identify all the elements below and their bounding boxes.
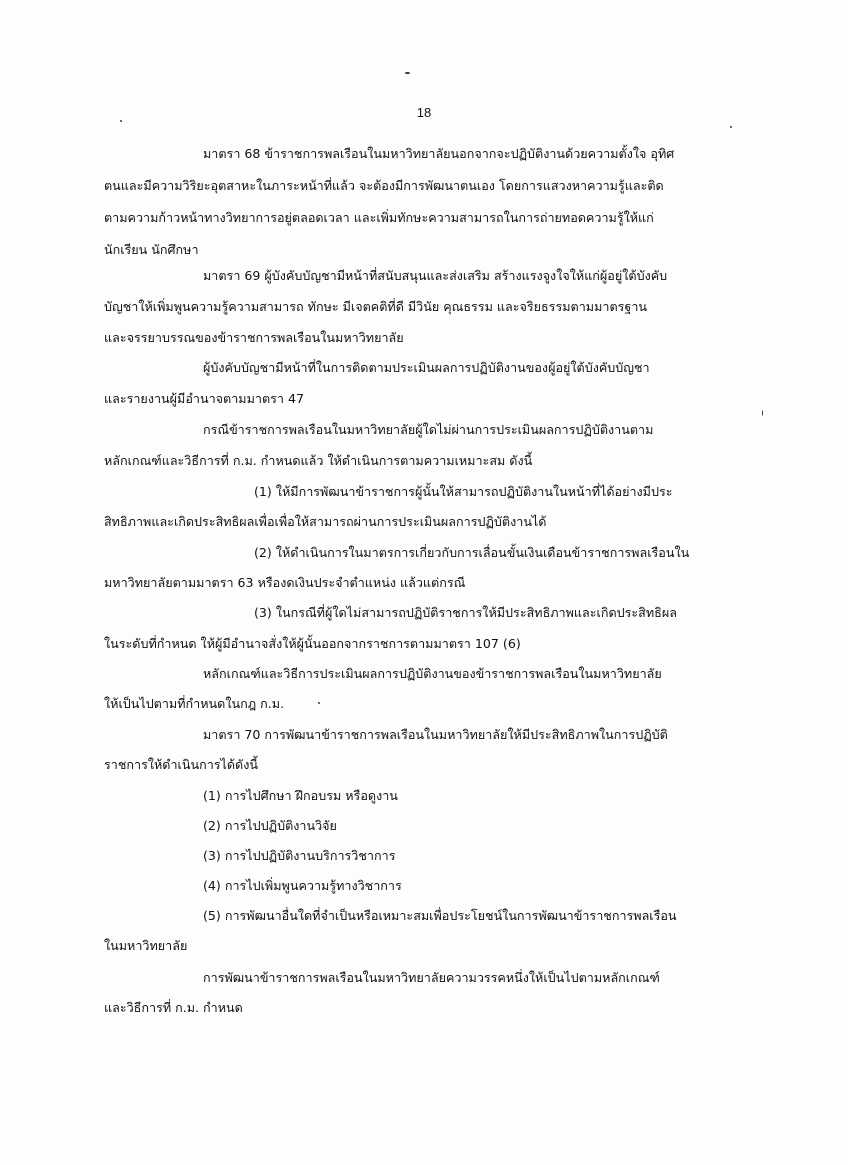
- text-line: มหาวิทยาลัยตามมาตรา 63 หรืองดเงินประจำตำแหน่ง แล้วแต่กรณี: [104, 575, 466, 590]
- text-line: ราชการให้ดำเนินการได้ดังนี้: [104, 757, 258, 772]
- text-line: ให้เป็นไปตามที่กำหนดในกฎ ก.ม.: [104, 696, 285, 711]
- text-line: (3) ในกรณีที่ผู้ใดไม่สามารถปฏิบัติราชการให้มีประสิทธิภาพและเกิดประสิทธิผล: [254, 605, 677, 620]
- scan-speck: [730, 126, 732, 128]
- text-line: ตามความก้าวหน้าทางวิทยาการอยู่ตลอดเวลา และเพิ่มทักษะความสามารถในการถ่ายทอดความรู้ให้แก่: [104, 210, 654, 225]
- text-line: (3) การไปปฏิบัติงานบริการวิชาการ: [203, 848, 396, 863]
- text-line: การพัฒนาข้าราชการพลเรือนในมหาวิทยาลัยความวรรคหนึ่งให้เป็นไปตามหลักเกณฑ์: [203, 970, 660, 985]
- scan-speck: [120, 120, 122, 122]
- text-line: (1) การไปศึกษา ฝึกอบรม หรือดูงาน: [203, 788, 398, 803]
- text-line: และวิธีการที่ ก.ม. กำหนด: [104, 1000, 243, 1015]
- text-line: หลักเกณฑ์และวิธีการประเมินผลการปฏิบัติงานของข้าราชการพลเรือนในมหาวิทยาลัย: [203, 666, 662, 681]
- text-line: และรายงานผู้มีอำนาจตามมาตรา 47: [104, 391, 304, 406]
- page-number: 18: [416, 105, 432, 120]
- text-line: สิทธิภาพและเกิดประสิทธิผลเพื่อเพื่อให้สามารถผ่านการประเมินผลการปฏิบัติงานได้: [104, 514, 547, 529]
- text-line: (2) การไปปฏิบัติงานวิจัย: [203, 818, 337, 833]
- text-line: (2) ให้ดำเนินการในมาตรการเกี่ยวกับการเลื่อนขั้นเงินเดือนข้าราชการพลเรือนใน: [254, 545, 690, 560]
- text-line: และจรรยาบรรณของข้าราชการพลเรือนในมหาวิทยาลัย: [104, 330, 404, 345]
- text-line: หลักเกณฑ์และวิธีการที่ ก.ม. กำหนดแล้ว ให้ดำเนินการตามความเหมาะสม ดังนี้: [104, 453, 533, 468]
- text-line: บัญชาให้เพิ่มพูนความรู้ความสามารถ ทักษะ มีเจตคติที่ดี มีวินัย คุณธรรม และจริยธรรมตามมาตรฐาน: [104, 299, 648, 314]
- text-line: (4) การไปเพิ่มพูนความรู้ทางวิชาการ: [203, 878, 402, 893]
- text-line: มาตรา 68 ข้าราชการพลเรือนในมหาวิทยาลัยนอกจากจะปฏิบัติงานด้วยความตั้งใจ อุทิศ: [203, 146, 675, 161]
- text-line: ในมหาวิทยาลัย: [104, 938, 188, 953]
- text-line: (1) ให้มีการพัฒนาข้าราชการผู้นั้นให้สามารถปฏิบัติงานในหน้าที่ได้อย่างมีประ: [254, 484, 673, 499]
- text-line: ในระดับที่กำหนด ให้ผู้มีอำนาจสั่งให้ผู้นั้นออกจากราชการตามมาตรา 107 (6): [104, 636, 521, 651]
- text-line: ตนและมีความวิริยะอุตสาหะในภาระหน้าที่แล้ว จะต้องมีการพัฒนาตนเอง โดยการแสวงหาความรู้และติด: [104, 178, 664, 193]
- text-line: (5) การพัฒนาอื่นใดที่จำเป็นหรือเหมาะสมเพื่อประโยชน์ในการพัฒนาข้าราชการพลเรือน: [203, 908, 677, 923]
- scan-speck: [318, 702, 320, 704]
- text-line: นักเรียน นักศึกษา: [104, 242, 199, 257]
- text-line: มาตรา 70 การพัฒนาข้าราชการพลเรือนในมหาวิทยาลัยให้มีประสิทธิภาพในการปฏิบัติ: [203, 727, 668, 742]
- text-line: กรณีข้าราชการพลเรือนในมหาวิทยาลัยผู้ใดไม่ผ่านการประเมินผลการปฏิบัติงานตาม: [203, 422, 654, 437]
- text-line: มาตรา 69 ผู้บังคับบัญชามีหน้าที่สนับสนุนและส่งเสริม สร้างแรงจูงใจให้แก่ผู้อยู่ใต้บังคับ: [203, 268, 668, 283]
- scan-speck: [762, 410, 763, 416]
- scan-speck: [405, 72, 410, 74]
- text-line: ผู้บังคับบัญชามีหน้าที่ในการติดตามประเมินผลการปฏิบัติงานของผู้อยู่ใต้บังคับบัญชา: [203, 360, 650, 375]
